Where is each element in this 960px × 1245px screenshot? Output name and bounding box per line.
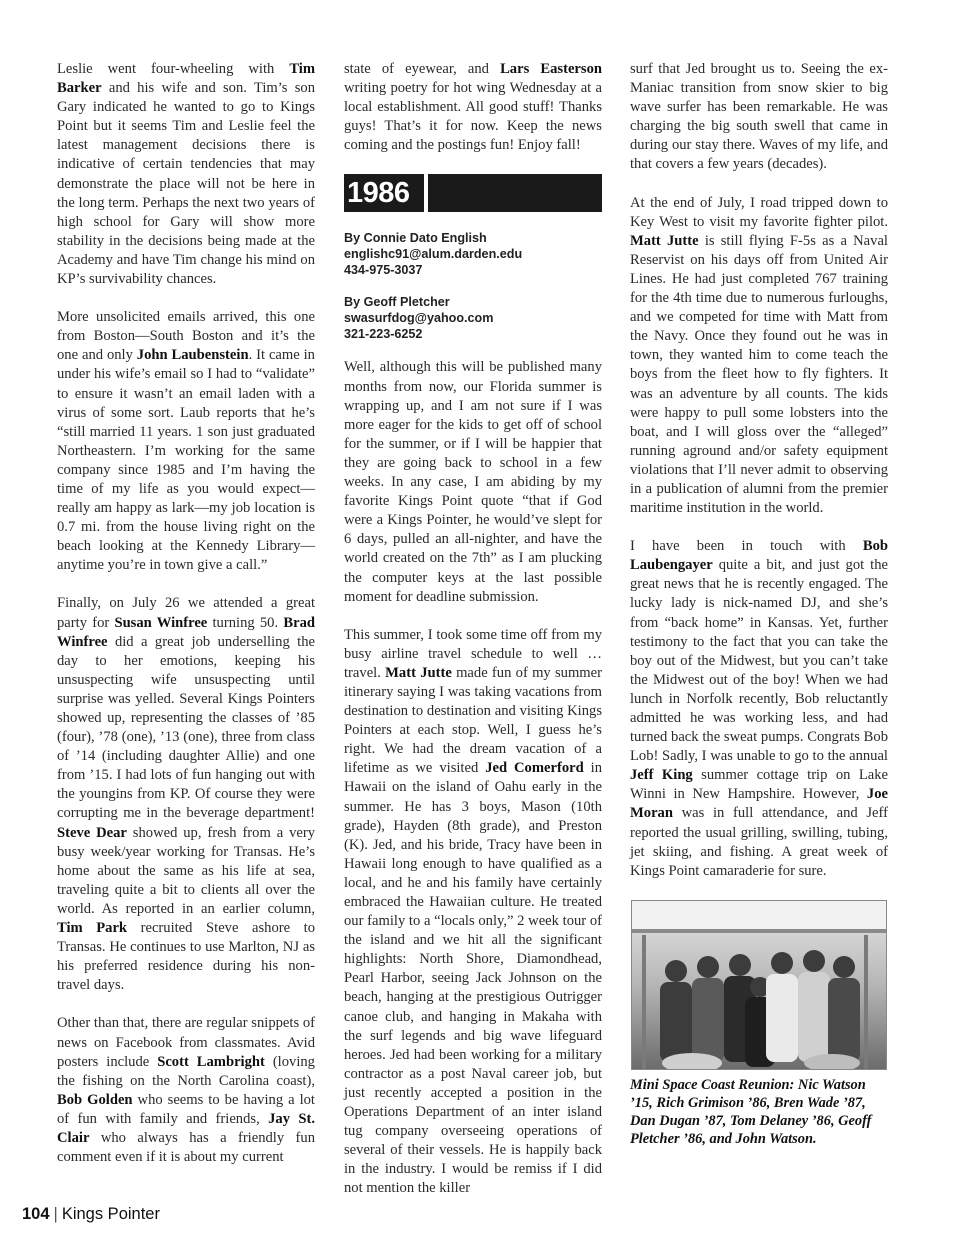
publication-name: Kings Pointer bbox=[61, 1205, 160, 1223]
paragraph bbox=[57, 1014, 315, 1167]
body-text: who always has a friendly fun comment even if it is about my current bbox=[57, 1129, 315, 1166]
body-text: and his wife and son. Tim’s son Gary indicated he wanted to go to Kings Point but it seems Tim and Leslie feel the latest management decisions there is indicative of certain tendencies that may demonstrate the place will not be here in the long term. Perhaps the next two years of high school for Gary will show more stability in the decisions being made at the Academy and have Tim change his mind on KP’s survivability chances. bbox=[57, 80, 315, 288]
body-text: who seems to be having a lot of fun with family and friends, bbox=[57, 1091, 315, 1127]
correspondent-2-email[interactable]: swasurfdog@yahoo.com bbox=[344, 311, 494, 326]
classmate-name: Jeff King bbox=[630, 767, 693, 784]
body-text: quite a bit, and just got the great news that he is recently engaged. The lucky lady is nick-named DJ, and she’s from “back home” in Kansas. Yet, further testimony to the fact that you can take the boy out of the Midwest, but you can’t take the Midwest out of the boy! When we had lunch in Norfolk recently, Bob reluctantly admitted he was working less, and had turned back the sweat pumps. Congrats Bob Lob! Sadly, I was unable to go to the annual bbox=[630, 557, 888, 765]
classmate-name: Tim Barker bbox=[57, 61, 315, 97]
class-year-label: 1986 bbox=[347, 176, 410, 209]
classmate-name: Bob Laubengayer bbox=[630, 538, 888, 574]
classmate-name: Lars Easterson bbox=[500, 61, 602, 77]
column-1 bbox=[57, 60, 315, 1186]
correspondent-1-phone: 434-975-3037 bbox=[344, 263, 423, 278]
body-text: writing poetry for hot wing Wednesday at a local establishment. All good stuff! Thanks guys! That’s it for now. Keep the news coming and the postings fun! Enjoy fall! bbox=[344, 80, 602, 154]
column-2-intro-paragraph bbox=[344, 60, 602, 155]
reunion-photo bbox=[631, 900, 887, 1070]
body-text: . It came in under his wife’s email so I had to “validate” to ensure it wasn’t an email laden with a virus of some sort. Laub reports that he’s “still married 11 years. 1 son just graduated Northeastern. I’m working for the same company since 1985 and I’m having the time of my life as you would expect—really am happy as lark—my job location is 0.7 mi. from the house living right on the beach looking at the Kennedy Library—anytime you’re in town give a call.” bbox=[57, 347, 315, 574]
body-text: Leslie went four-wheeling with bbox=[57, 61, 290, 77]
paragraph bbox=[630, 194, 888, 519]
body-text: showed up, fresh from a very busy week/year working for Transas. He’s home about the same as his life at sea, traveling quite a bit to clients all over the world. As reported in an earlier column, bbox=[57, 824, 315, 917]
correspondent-1 bbox=[344, 230, 602, 278]
classmate-name: Brad Winfree bbox=[57, 614, 315, 650]
correspondent-1-name: By Connie Dato English bbox=[344, 231, 487, 246]
classmate-name: Matt Jutte bbox=[630, 232, 699, 249]
classmate-name: Tim Park bbox=[57, 920, 128, 937]
paragraph bbox=[344, 358, 602, 606]
body-text: surf that Jed brought us to. Seeing the ex-Maniac transition from snow skier to big wave surfer has been remarkable. He was charging the big south swell that came in during our stay there. Waves of my life, and that covers a few years (decades). bbox=[630, 61, 888, 173]
paragraph bbox=[630, 60, 888, 175]
body-text: This summer, I took some time off from my busy airline travel schedule to well … travel. bbox=[344, 626, 602, 681]
body-text: Finally, on July 26 we attended a great party for bbox=[57, 595, 315, 631]
page-number: 104 bbox=[22, 1205, 50, 1223]
column-1-body bbox=[57, 60, 315, 1167]
body-text: is still flying F-5s as a Naval Reservist on his days off from United Air Lines. He had just completed 767 training for the 4th time due to numerous furloughs, and we competed for time with Matt from the Navy. Once they found out he was in town, they wanted him to come teach the boys from the fleet how to fly fighters. It was an adventure by all counts. The kids were happy to pull some lobsters into the boat, and I will gloss over the “alleged” running aground and/or safety equipment violations that I’ll never admit to observing in a publication of alumni from the premier maritime institution in the world. bbox=[630, 232, 888, 517]
correspondent-2-name: By Geoff Pletcher bbox=[344, 295, 450, 310]
body-text: At the end of July, I road tripped down to Key West to visit my favorite fighter pilot. bbox=[630, 194, 888, 230]
body-text: was in full attendance, and Jeff reported the usual grilling, swilling, tubing, jet skiing, and fishing. A great week of Kings Point camaraderie for sure. bbox=[630, 805, 888, 879]
page-footer bbox=[22, 1205, 160, 1224]
body-text: Other than that, there are regular snippets of news on Facebook from classmates. Avid posters include bbox=[57, 1015, 315, 1070]
correspondent-2 bbox=[344, 294, 602, 342]
paragraph bbox=[57, 308, 315, 575]
correspondent-2-phone: 321-223-6252 bbox=[344, 327, 423, 342]
body-text: recruited Steve ashore to Transas. He continues to use Marlton, NJ as his preferred residence during his non-travel days. bbox=[57, 920, 315, 994]
column-3 bbox=[630, 60, 888, 1148]
column-2-body bbox=[344, 358, 602, 1198]
photo-caption: Mini Space Coast Reunion: Nic Watson ’15, Rich Grimison ’86, Bren Wade ’87, Dan Dugan ’87, Tom Delaney ’86, Geoff Pletcher ’86, and John Watson. bbox=[630, 1076, 872, 1147]
footer-separator: | bbox=[53, 1205, 58, 1223]
correspondent-1-email[interactable]: englishc91@alum.darden.edu bbox=[344, 247, 523, 262]
body-text: More unsolicited emails arrived, this one from Boston—South Boston and it’s the one and only bbox=[57, 309, 315, 364]
classmate-name: Jay St. Clair bbox=[57, 1110, 315, 1146]
body-text: did a great job underselling the day to her emotions, keeping his unsuspecting wife unsuspecting until surprise was yelled. Several Kings Pointers showed up, representing the classes of ’85 (four), ’78 (one), ’13 (one), three from class of ’14 (including daughter Allie) and one from ’15. I had lots of fun hanging out with the youngins from KP. Of course they were corrupting me in the beverage department! bbox=[57, 633, 315, 822]
column-2 bbox=[344, 60, 602, 1218]
body-text: state of eyewear, and bbox=[344, 61, 501, 77]
classmate-name: Jed Comerford bbox=[485, 760, 584, 777]
classmate-name: Matt Jutte bbox=[385, 664, 452, 681]
body-text: I have been in touch with bbox=[630, 538, 863, 555]
paragraph bbox=[630, 537, 888, 881]
body-text: turning 50. bbox=[207, 614, 284, 631]
paragraph bbox=[57, 60, 315, 289]
paragraph bbox=[344, 626, 602, 1199]
body-text: made fun of my summer itinerary saying I was taking vacations from destination to destination and visiting Kings Pointers at each stop. Well, I guess he’s right. We had the dream vacation of a lifetime as we visited bbox=[344, 664, 602, 777]
paragraph bbox=[57, 594, 315, 995]
body-text: Well, although this will be published many months from now, our Florida summer is wrapping up, and I am not sure if I was more eager for the kids to get off of school for the summer, or if I will be happier that they are going back to school in a few weeks. In any case, I am abiding by my favorite Kings Point quote “that if God were a Kings Pointer, he would’ve slept for 6 days, pulled an all-nighter, and have the world created on the 7th” as I am plucking the computer keys at the last possible moment for deadline submission. bbox=[344, 359, 602, 605]
body-text: in Hawaii on the island of Oahu early in the summer. He has 3 boys, Mason (10th grade), Hayden (8th grade), and Preston (K). Jed, and his bride, Tracy have been in Hawaii long enough to have qualified as a local, and he and his family have certainly embraced the Hawaiian culture. He treated our family to a “locals only,” 2 week tour of the island and we hit all the significant highlights: North Shore, Diamondhead, Pearl Harbor, seeing Jack Johnson on the beach, hanging at the prestigious Outrigger canoe club, and hanging in Makaha with the surf legends and big wave lifeguard heroes. Jed had been working for a military contractor as a post Naval career job, but just recently accepted a position in the Operations Department of an inter island tug company overseeing operations of several of their vessels. He is happily back in the industry. I would be remiss if I did not mention the killer bbox=[344, 760, 602, 1197]
classmate-name: Susan Winfree bbox=[114, 614, 208, 631]
banner-divider bbox=[424, 174, 428, 212]
body-text: summer cottage trip on Lake Winni in New Hampshire. However, bbox=[630, 767, 888, 803]
body-text: (loving the fishing on the North Carolina coast), bbox=[57, 1053, 315, 1089]
classmate-name: John Laubenstein bbox=[136, 347, 249, 364]
classmate-name: Steve Dear bbox=[57, 824, 127, 841]
classmate-name: Bob Golden bbox=[57, 1091, 133, 1108]
classmate-name: Joe Moran bbox=[630, 786, 888, 822]
class-year-banner bbox=[344, 174, 602, 212]
column-3-body bbox=[630, 60, 888, 881]
classmate-name: Scott Lambright bbox=[157, 1053, 265, 1070]
